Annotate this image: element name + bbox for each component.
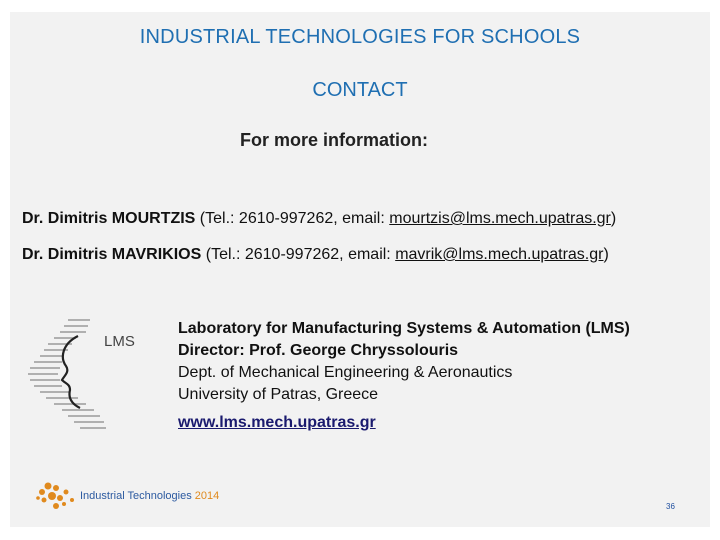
contact-name: Dr. Dimitris MAVRIKIOS bbox=[22, 246, 202, 263]
lms-logo-icon bbox=[24, 314, 148, 438]
info-heading: For more information: bbox=[240, 130, 428, 150]
email-link[interactable]: mourtzis@lms.mech.upatras.gr bbox=[389, 210, 611, 227]
page-number: 36 bbox=[666, 502, 675, 511]
lab-department: Dept. of Mechanical Engineering & Aeronautics bbox=[178, 364, 513, 381]
contact-suffix: ) bbox=[610, 210, 617, 227]
svg-text:LMS: LMS bbox=[104, 333, 135, 350]
footer-brand bbox=[80, 490, 219, 502]
lab-name: Laboratory for Manufacturing Systems & Automation (LMS) bbox=[178, 320, 630, 337]
email-link[interactable]: mavrik@lms.mech.upatras.gr bbox=[395, 246, 604, 263]
lab-university: University of Patras, Greece bbox=[178, 386, 379, 403]
slide-title: INDUSTRIAL TECHNOLOGIES FOR SCHOOLS bbox=[139, 26, 581, 48]
contact-line-mavrikios bbox=[22, 246, 609, 264]
website-link[interactable]: www.lms.mech.upatras.gr bbox=[178, 414, 376, 431]
contact-tel: (Tel.: 2610-997262, email: bbox=[195, 210, 390, 227]
contact-suffix: ) bbox=[603, 246, 609, 263]
contact-name: Dr. Dimitris MOURTZIS bbox=[22, 210, 196, 227]
lab-director: Director: Prof. George Chryssolouris bbox=[178, 342, 459, 359]
footer-brand-name: Industrial Technologies bbox=[80, 490, 192, 502]
slide-subtitle: CONTACT bbox=[312, 79, 408, 101]
contact-tel: (Tel.: 2610-997262, email: bbox=[201, 246, 396, 263]
lab-info-block bbox=[178, 318, 630, 406]
contact-line-mourtzis bbox=[22, 210, 616, 228]
footer-year: 2014 bbox=[194, 490, 220, 502]
